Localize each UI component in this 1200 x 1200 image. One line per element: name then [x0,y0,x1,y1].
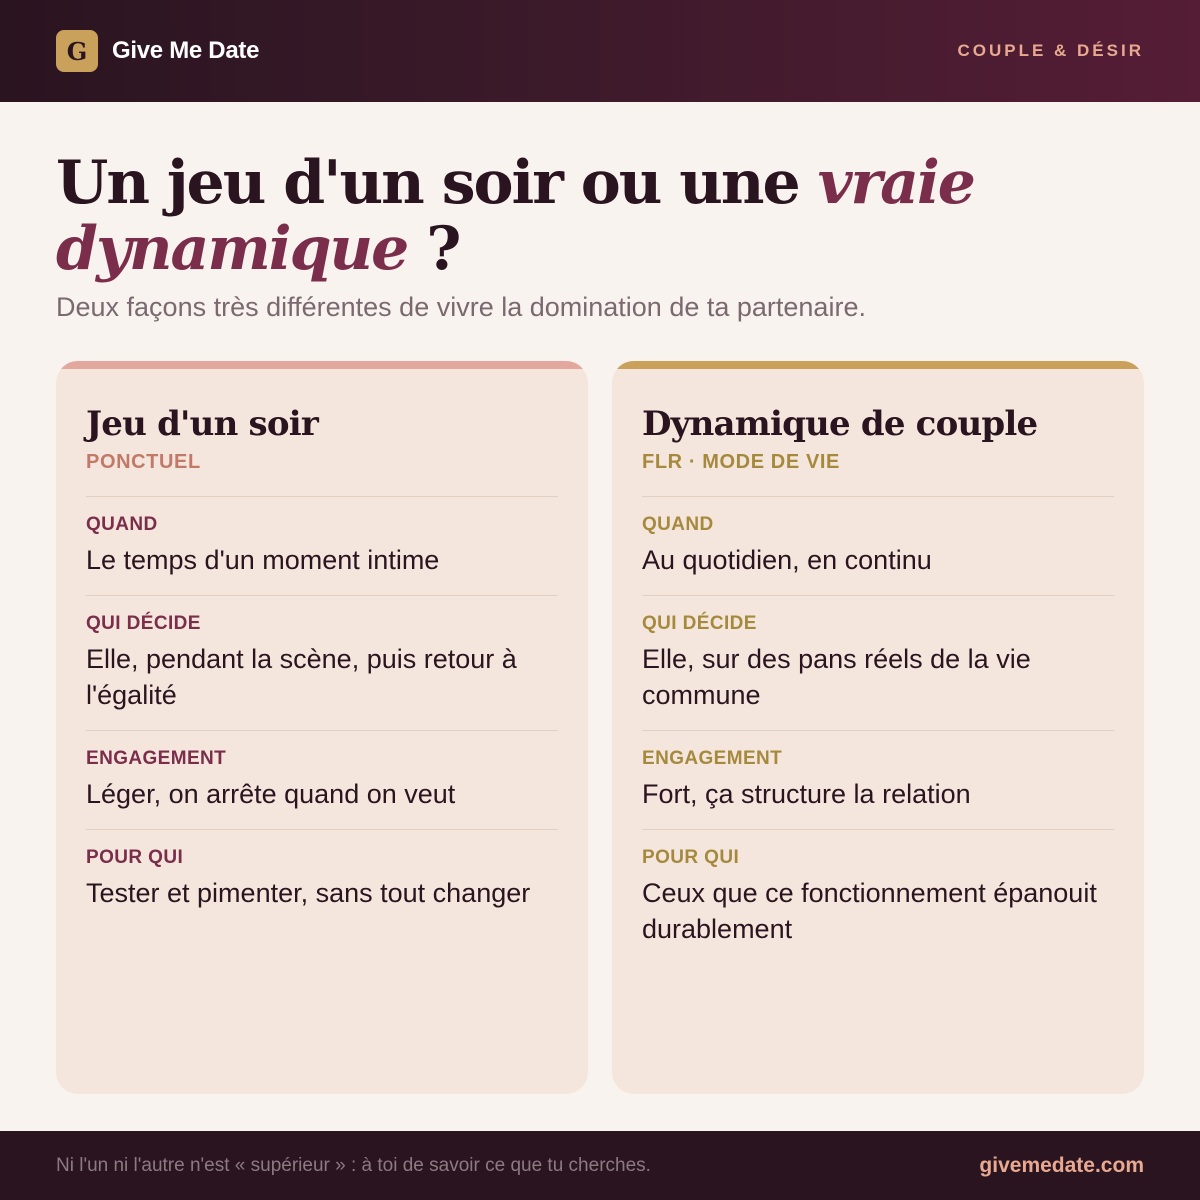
row-value: Elle, pendant la scène, puis retour à l'égalité [86,644,517,710]
row-label: QUI DÉCIDE [86,613,201,634]
row-value: Au quotidien, en continu [642,545,932,575]
card-row [86,596,558,731]
row-label: QUAND [86,514,158,535]
card-title: Jeu d'un soir [86,404,318,444]
row-value: Léger, on arrête quand on veut [86,779,456,809]
row-value: Ceux que ce fonctionnement épanouit durablement [642,878,1097,944]
title-highlight-2: dynamique [56,214,408,284]
row-label: POUR QUI [86,847,184,868]
row-label: ENGAGEMENT [86,748,227,769]
card-row [642,830,1114,964]
card-tag: PONCTUEL [86,451,558,497]
row-value: Elle, sur des pans réels de la vie commune [642,644,1031,710]
title-end: ? [407,214,460,284]
row-label: QUAND [642,514,714,535]
subtitle: Deux façons très différentes de vivre la domination de ta partenaire. [56,292,866,322]
card-one-night [56,361,588,1094]
page-title [56,150,1146,282]
tagline: COUPLE & DÉSIR [957,41,1144,60]
card-row [642,596,1114,731]
row-label: POUR QUI [642,847,740,868]
footer-site-link[interactable]: givemedate.com [979,1153,1144,1177]
card-title: Dynamique de couple [642,404,1038,444]
header-bar [0,0,1200,102]
title-part: Un jeu d'un soir ou une [56,148,818,218]
card-row [86,497,558,596]
card-row [642,497,1114,596]
card-tag: FLR · MODE DE VIE [642,451,1114,497]
brand-name: Give Me Date [112,37,260,64]
footer-note: Ni l'un ni l'autre n'est « supérieur » : à toi de savoir ce que tu cherches. [56,1154,651,1176]
title-block [56,150,1146,323]
brand[interactable] [56,30,259,72]
card-couple-dynamic [612,361,1144,1094]
row-label: ENGAGEMENT [642,748,783,769]
row-value: Tester et pimenter, sans tout changer [86,878,531,908]
row-value: Fort, ça structure la relation [642,779,971,809]
card-row [86,830,558,928]
card-row [642,731,1114,830]
footer-bar [0,1131,1200,1200]
row-value: Le temps d'un moment intime [86,545,440,575]
row-label: QUI DÉCIDE [642,613,757,634]
title-highlight: vraie [817,148,974,218]
logo-icon: G [56,30,98,72]
card-row [86,731,558,830]
